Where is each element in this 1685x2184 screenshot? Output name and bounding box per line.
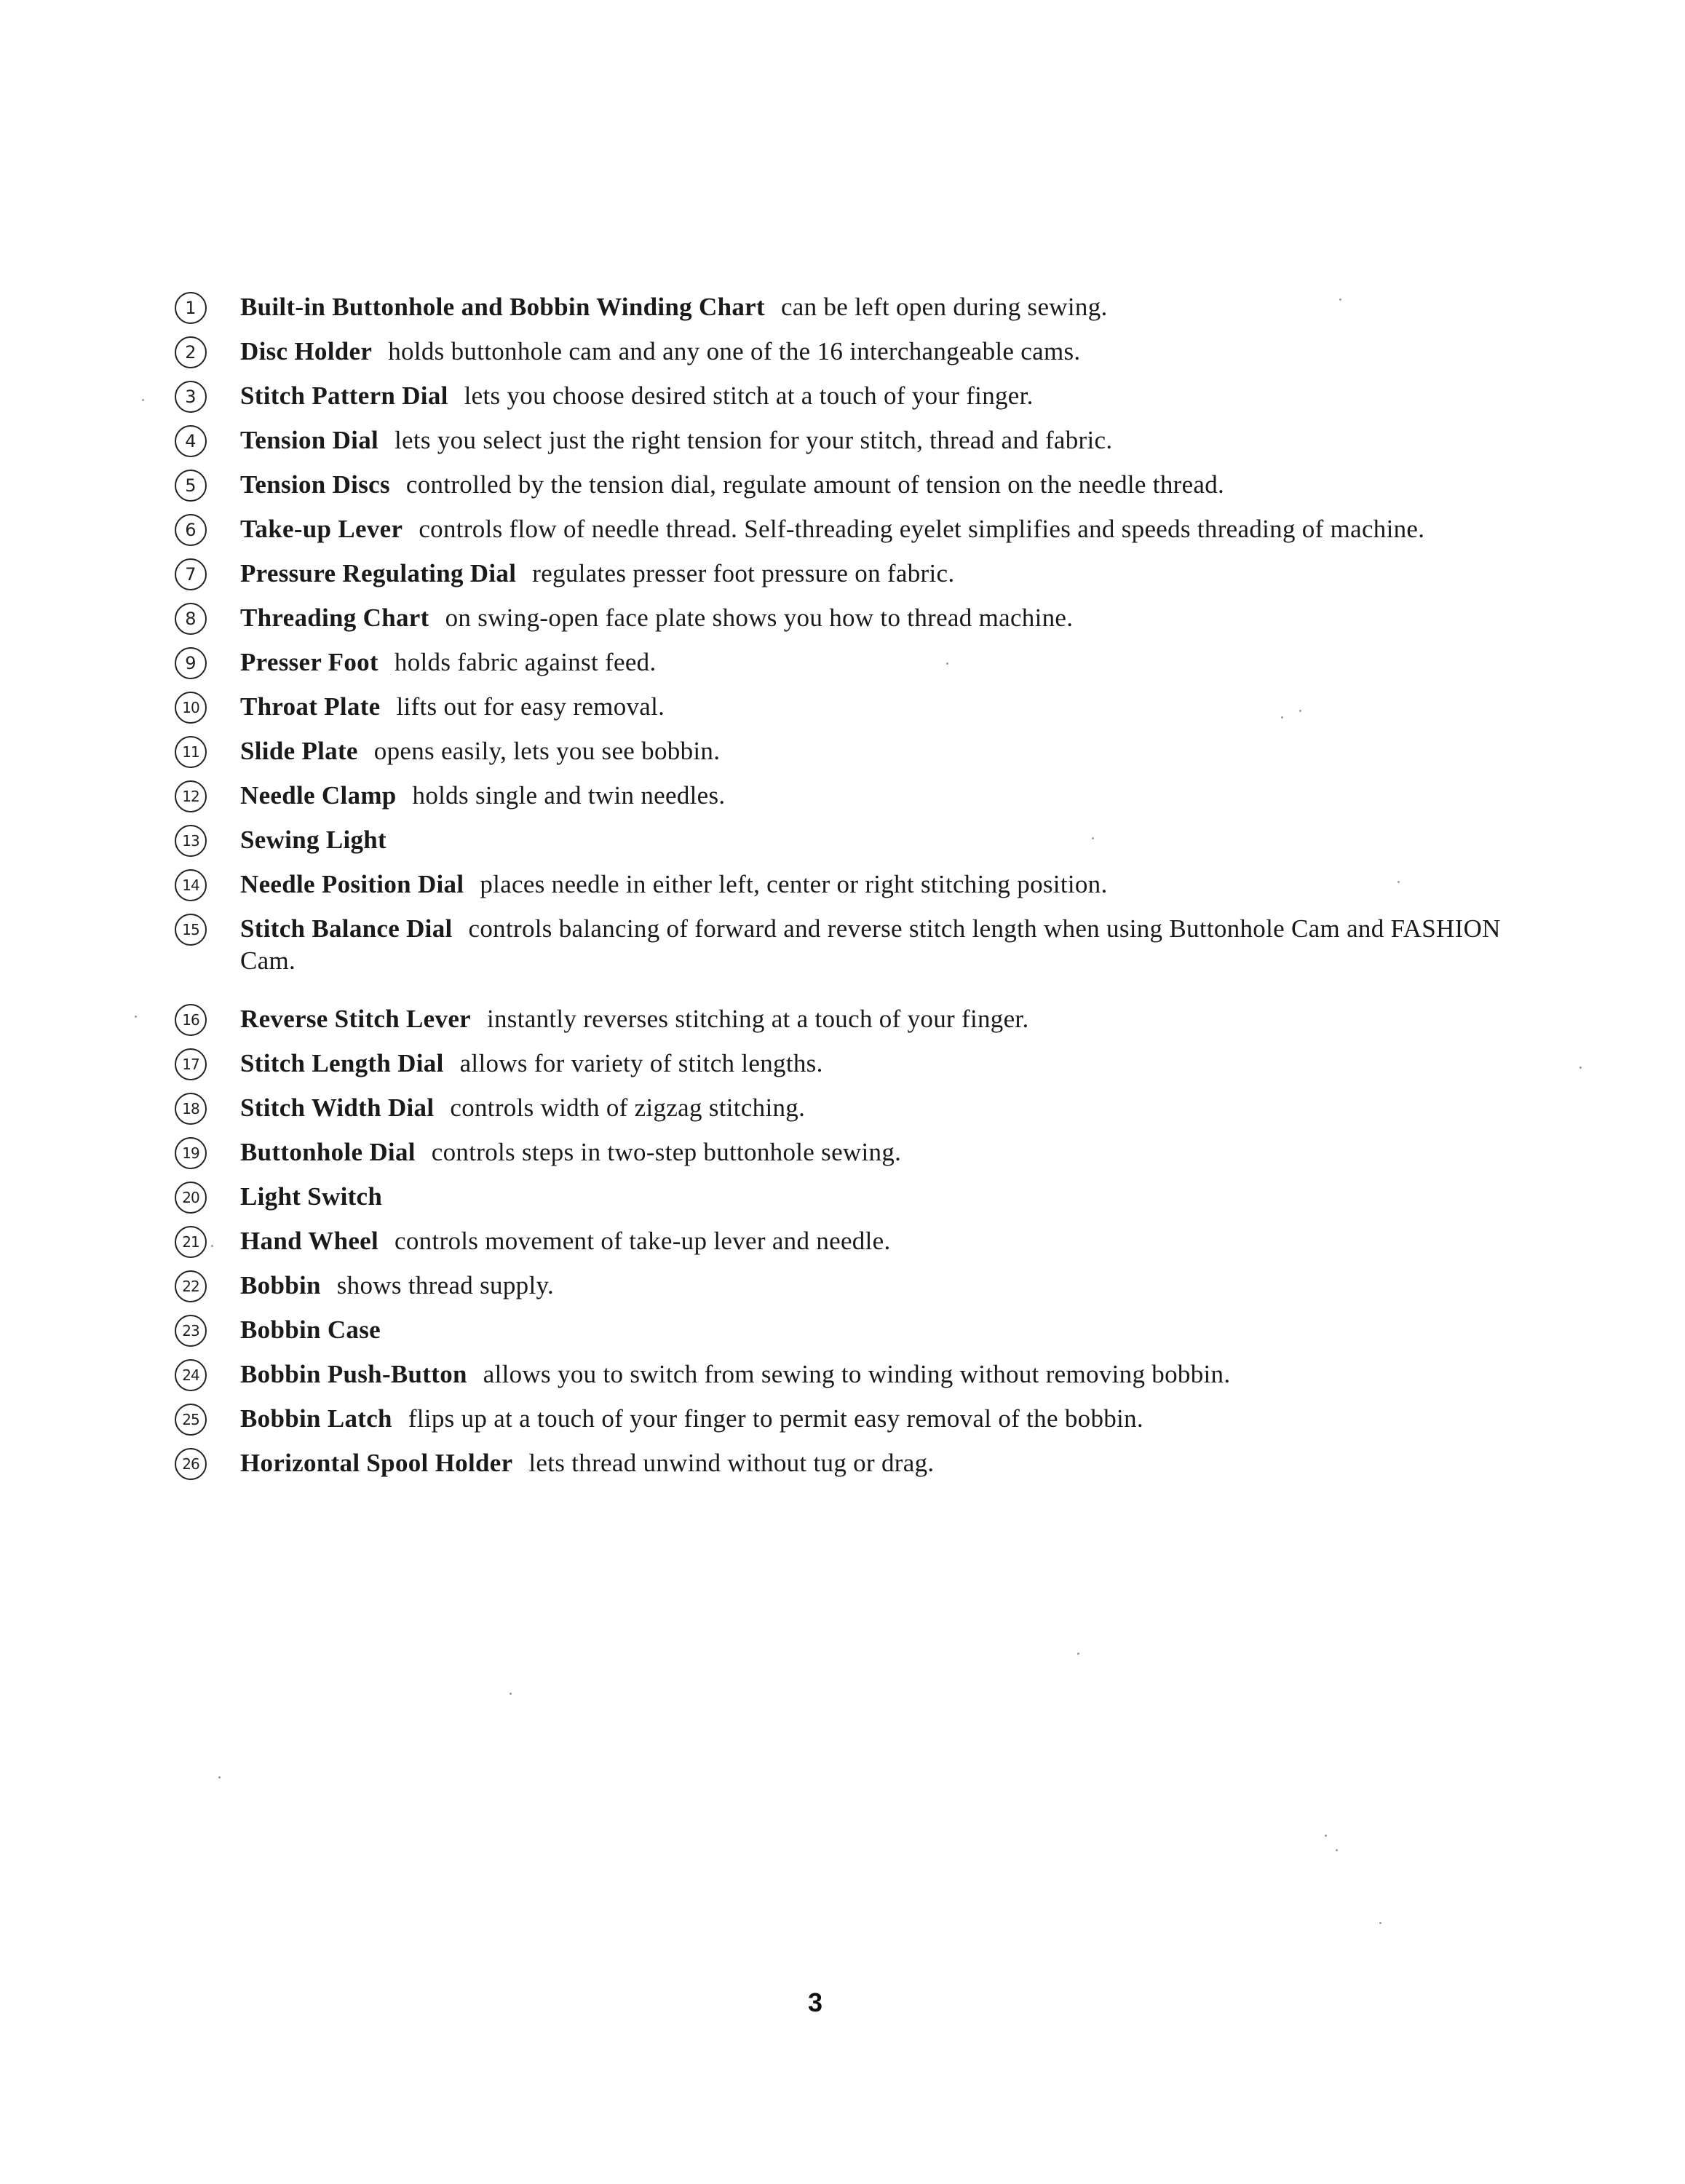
part-description: controls steps in two-step buttonhole sewing. — [431, 1138, 902, 1166]
list-item — [175, 1225, 1558, 1270]
item-content — [240, 1136, 1558, 1168]
list-item — [175, 1447, 1558, 1492]
part-name: Stitch Pattern Dial — [240, 381, 448, 410]
list-item — [175, 513, 1558, 558]
item-number-badge: 22 — [175, 1270, 207, 1302]
item-number-badge: 1 — [175, 292, 207, 324]
item-content — [240, 1447, 1558, 1479]
item-content — [240, 1003, 1558, 1035]
item-number-badge: 7 — [175, 558, 207, 590]
part-description: lifts out for easy removal. — [396, 692, 665, 721]
part-description: allows you to switch from sewing to winding without removing bobbin. — [483, 1360, 1231, 1388]
list-item — [175, 735, 1558, 780]
part-name: Take-up Lever — [240, 515, 403, 543]
item-number-badge: 26 — [175, 1448, 207, 1480]
list-item — [175, 1403, 1558, 1447]
scan-speck — [1281, 716, 1283, 719]
scan-speck — [142, 399, 144, 401]
part-description: holds fabric against feed. — [394, 648, 657, 676]
scan-speck — [1325, 1835, 1327, 1837]
item-content — [240, 1358, 1558, 1390]
part-name: Tension Discs — [240, 470, 390, 499]
item-content — [240, 1048, 1558, 1080]
item-number-badge: 21 — [175, 1226, 207, 1258]
part-description: places needle in either left, center or right stitching position. — [480, 870, 1108, 898]
scan-speck — [510, 1693, 512, 1695]
part-description: lets you select just the right tension for your stitch, thread and fabric. — [395, 426, 1113, 454]
part-description: flips up at a touch of your finger to permit easy removal of the bobbin. — [408, 1404, 1143, 1433]
part-name: Needle Position Dial — [240, 870, 464, 898]
part-description: controls width of zigzag stitching. — [450, 1093, 806, 1122]
list-item — [175, 602, 1558, 646]
item-number-badge: 11 — [175, 736, 207, 768]
item-number-badge: 19 — [175, 1137, 207, 1169]
list-item — [175, 1092, 1558, 1136]
item-content — [240, 1270, 1558, 1302]
item-content — [240, 558, 1558, 590]
list-item — [175, 558, 1558, 602]
list-item — [175, 1136, 1558, 1181]
item-number-badge: 20 — [175, 1182, 207, 1214]
item-number-badge: 8 — [175, 603, 207, 635]
part-name: Bobbin Push-Button — [240, 1360, 467, 1388]
part-description: controlled by the tension dial, regulate amount of tension on the needle thread. — [405, 470, 1225, 499]
list-item — [175, 824, 1558, 869]
list-item — [175, 336, 1558, 380]
item-content — [240, 424, 1558, 456]
part-name: Built-in Buttonhole and Bobbin Winding Chart — [240, 293, 765, 321]
list-item — [175, 1314, 1558, 1358]
item-number-badge: 2 — [175, 336, 207, 368]
page-number: 3 — [808, 1987, 823, 2017]
scan-speck — [1077, 1653, 1079, 1655]
list-item — [175, 1270, 1558, 1314]
list-item — [175, 1003, 1558, 1048]
list-item — [175, 469, 1558, 513]
part-name: Sewing Light — [240, 826, 387, 854]
scan-speck — [1579, 1067, 1582, 1069]
item-content — [240, 469, 1558, 501]
item-number-badge: 3 — [175, 381, 207, 413]
part-name: Light Switch — [240, 1182, 383, 1211]
part-description: allows for variety of stitch lengths. — [459, 1049, 823, 1077]
item-content — [240, 336, 1558, 368]
item-number-badge: 25 — [175, 1404, 207, 1436]
item-content — [240, 1403, 1558, 1435]
scan-speck — [1336, 1849, 1338, 1851]
item-number-badge: 4 — [175, 425, 207, 457]
item-content — [240, 1181, 1558, 1213]
part-name: Bobbin Case — [240, 1315, 381, 1344]
part-description: regulates presser foot pressure on fabric. — [532, 559, 955, 587]
item-number-badge: 12 — [175, 780, 207, 812]
parts-list — [175, 291, 1558, 1492]
scan-speck — [1092, 837, 1094, 839]
part-description: controls balancing of forward and reverse stitch length when using Buttonhole Cam and FASHION Cam. — [240, 914, 1501, 975]
part-description: controls movement of take-up lever and needle. — [395, 1227, 891, 1255]
part-name: Needle Clamp — [240, 781, 397, 810]
part-name: Buttonhole Dial — [240, 1138, 416, 1166]
part-name: Disc Holder — [240, 337, 373, 365]
part-description: controls flow of needle thread. Self-threading eyelet simplifies and speeds threading of machine. — [419, 515, 1425, 543]
list-item — [175, 869, 1558, 913]
item-number-badge: 6 — [175, 514, 207, 546]
list-item — [175, 913, 1558, 1003]
part-name: Horizontal Spool Holder — [240, 1449, 513, 1477]
list-item — [175, 1181, 1558, 1225]
item-content — [240, 691, 1558, 723]
item-content — [240, 291, 1558, 323]
scan-speck — [1299, 710, 1301, 712]
list-item — [175, 780, 1558, 824]
list-item — [175, 380, 1558, 424]
part-name: Bobbin — [240, 1271, 321, 1299]
part-name: Stitch Balance Dial — [240, 914, 453, 943]
item-content — [240, 1314, 1558, 1346]
scan-speck — [218, 1776, 221, 1779]
item-number-badge: 10 — [175, 692, 207, 724]
item-content — [240, 646, 1558, 678]
part-name: Presser Foot — [240, 648, 378, 676]
scan-speck — [135, 1016, 137, 1018]
part-description: on swing-open face plate shows you how to thread machine. — [445, 604, 1074, 632]
item-number-badge: 24 — [175, 1359, 207, 1391]
item-content — [240, 602, 1558, 634]
list-item — [175, 424, 1558, 469]
scan-speck — [946, 662, 948, 665]
item-content — [240, 869, 1558, 901]
item-number-badge: 16 — [175, 1004, 207, 1036]
item-number-badge: 18 — [175, 1093, 207, 1125]
part-description: lets thread unwind without tug or drag. — [528, 1449, 935, 1477]
scan-speck — [1339, 298, 1341, 301]
part-name: Slide Plate — [240, 737, 358, 765]
list-item — [175, 691, 1558, 735]
part-description: lets you choose desired stitch at a touch of your finger. — [464, 381, 1034, 410]
item-number-badge: 13 — [175, 825, 207, 857]
list-item — [175, 646, 1558, 691]
part-description: can be left open during sewing. — [780, 293, 1108, 321]
part-description: holds single and twin needles. — [412, 781, 726, 810]
part-name: Reverse Stitch Lever — [240, 1005, 471, 1033]
item-number-badge: 17 — [175, 1048, 207, 1080]
list-item — [175, 1048, 1558, 1092]
item-content — [240, 735, 1558, 767]
item-content — [240, 913, 1558, 977]
item-content — [240, 1225, 1558, 1257]
part-description: shows thread supply. — [336, 1271, 555, 1299]
part-name: Hand Wheel — [240, 1227, 379, 1255]
scan-speck — [1379, 1922, 1381, 1924]
item-content — [240, 1092, 1558, 1124]
part-name: Pressure Regulating Dial — [240, 559, 517, 587]
part-name: Threading Chart — [240, 604, 429, 632]
item-number-badge: 15 — [175, 914, 207, 946]
list-item — [175, 1358, 1558, 1403]
list-item — [175, 291, 1558, 336]
part-description: holds buttonhole cam and any one of the 16 interchangeable cams. — [388, 337, 1081, 365]
item-content — [240, 824, 1558, 856]
item-number-badge: 9 — [175, 647, 207, 679]
item-number-badge: 23 — [175, 1315, 207, 1347]
part-description: instantly reverses stitching at a touch of your finger. — [486, 1005, 1029, 1033]
part-name: Bobbin Latch — [240, 1404, 392, 1433]
item-number-badge: 5 — [175, 470, 207, 502]
part-name: Stitch Width Dial — [240, 1093, 435, 1122]
scan-speck — [1397, 881, 1400, 883]
part-description: opens easily, lets you see bobbin. — [373, 737, 721, 765]
part-name: Throat Plate — [240, 692, 381, 721]
scan-speck — [211, 1245, 213, 1247]
item-content — [240, 513, 1558, 545]
part-name: Tension Dial — [240, 426, 379, 454]
item-content — [240, 780, 1558, 812]
part-name: Stitch Length Dial — [240, 1049, 444, 1077]
item-number-badge: 14 — [175, 869, 207, 901]
item-content — [240, 380, 1558, 412]
